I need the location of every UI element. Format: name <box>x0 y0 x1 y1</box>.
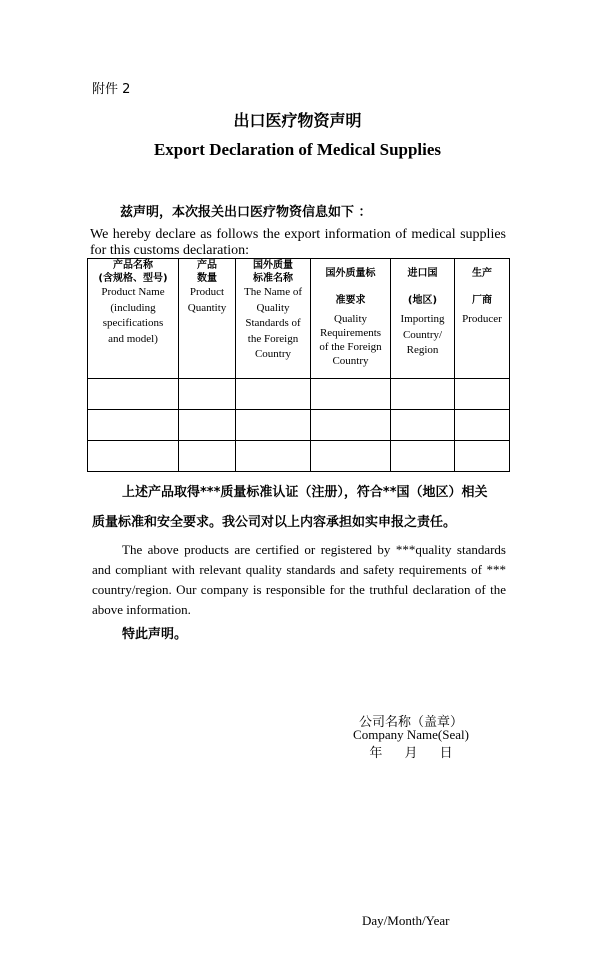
header-en-line: Quantity <box>187 301 227 314</box>
header-en-line: The Name of <box>243 286 303 298</box>
table-row <box>88 379 510 410</box>
header-en-line: Producer <box>462 313 502 325</box>
table-cell[interactable] <box>311 410 391 441</box>
table-row <box>88 410 510 441</box>
table-cell[interactable] <box>455 441 510 472</box>
table-cell[interactable] <box>236 441 311 472</box>
header-importing-country <box>391 259 455 379</box>
header-en-line: Region <box>406 344 439 356</box>
header-cn-line: 进口国 <box>407 268 438 279</box>
header-cn-line: 准要求 <box>335 295 366 306</box>
statement-cn-line: 质量标准和安全要求。我公司对以上内容承担如实申报之责任。 <box>92 515 457 530</box>
header-en-line: Standards of <box>245 317 301 329</box>
statement-cn <box>92 478 508 538</box>
header-en-line: (including <box>110 301 156 314</box>
statement-en: The above products are certified or registered by ***quality standards and compliant with relevant quality standards and safety requirements of *** country/region. Our company is responsible for the truthful declaration of the above information. <box>92 542 506 617</box>
header-en-line: Quality <box>334 313 367 325</box>
table-header-row <box>88 259 510 379</box>
header-cn-line: 国外质量 <box>253 260 293 271</box>
header-product-name <box>88 259 179 379</box>
table-cell[interactable] <box>236 410 311 441</box>
header-en-line: the Foreign <box>247 332 299 345</box>
header-cn-line: 产品 <box>197 260 217 271</box>
header-en-line: Quality <box>256 301 290 314</box>
table-cell[interactable] <box>88 441 179 472</box>
header-en-line: specifications <box>102 317 164 329</box>
header-standard-name <box>236 259 311 379</box>
header-cn-line: 数量 <box>197 273 217 284</box>
header-cn-line: (含规格、型号) <box>98 273 168 284</box>
attachment-label: 附件 2 <box>92 82 131 97</box>
header-gap <box>391 280 454 294</box>
header-producer <box>455 259 510 379</box>
header-cn-line: 厂商 <box>472 295 492 306</box>
header-cn-line: 标准名称 <box>253 273 293 284</box>
statement-cn-line: 上述产品取得***质量标准认证（注册），符合**国（地区）相关 <box>122 485 488 500</box>
table-cell[interactable] <box>179 379 236 410</box>
table-cell[interactable] <box>88 379 179 410</box>
header-gap <box>455 280 509 294</box>
table-row <box>88 441 510 472</box>
header-en-line: and model) <box>108 332 158 345</box>
table-cell[interactable] <box>88 410 179 441</box>
intro-text-en: We hereby declare as follows the export information of medical supplies for this customs declaration: <box>90 227 506 258</box>
header-en-line: Importing <box>400 313 445 325</box>
header-en-line: Country <box>254 348 292 360</box>
header-quantity <box>179 259 236 379</box>
company-name-en: Company Name(Seal) <box>353 727 469 742</box>
header-en-line: of the Foreign <box>319 341 382 353</box>
header-cn-line: 国外质量标 <box>325 268 376 279</box>
page-title-en: Export Declaration of Medical Supplies <box>153 140 442 159</box>
date-en: Day/Month/Year <box>362 913 450 928</box>
table-cell[interactable] <box>236 379 311 410</box>
table-cell[interactable] <box>311 441 391 472</box>
intro-text-cn: 兹声明，本次报关出口医疗物资信息如下 ： <box>120 205 372 220</box>
hereby-declare: 特此声明。 <box>122 627 188 642</box>
page-title-cn: 出口医疗物资声明 <box>233 111 362 130</box>
table-cell[interactable] <box>311 379 391 410</box>
table-cell[interactable] <box>391 441 455 472</box>
header-quality-requirements <box>311 259 391 379</box>
table-cell[interactable] <box>391 410 455 441</box>
header-en-line: Country <box>332 355 369 367</box>
date-cn: 年 月 日 <box>369 746 453 761</box>
table-cell[interactable] <box>179 441 236 472</box>
supplies-table <box>87 258 510 472</box>
header-cn-line: (地区) <box>407 295 438 306</box>
header-en-line: Requirements <box>319 327 382 339</box>
header-cn-line: 产品名称 <box>113 260 153 271</box>
table-cell[interactable] <box>391 379 455 410</box>
table-cell[interactable] <box>179 410 236 441</box>
table-cell[interactable] <box>455 410 510 441</box>
header-en-line: Country/ <box>402 328 443 341</box>
table-cell[interactable] <box>455 379 510 410</box>
header-cn-line: 生产 <box>472 268 492 279</box>
header-en-line: Product <box>189 286 225 298</box>
company-name-cn: 公司名称（盖章） <box>358 715 463 730</box>
header-gap <box>311 280 390 294</box>
header-en-line: Product Name <box>101 286 165 298</box>
